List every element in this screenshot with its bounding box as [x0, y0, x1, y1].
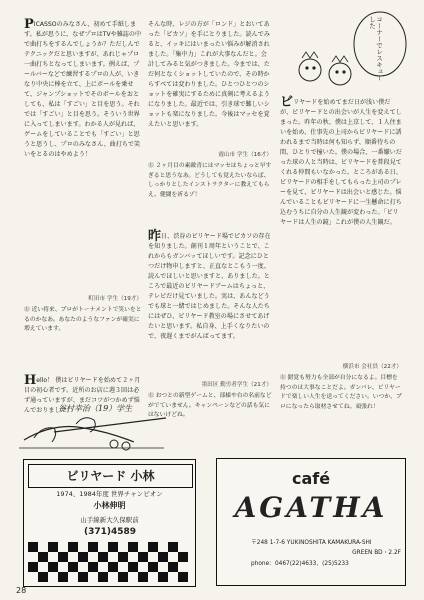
- shop-name: ビリヤード 小林: [28, 464, 193, 488]
- editor-response: ㊨ おつとの新型ゲームと、部様や台の名前などがでていません。キャンペーンなどの話も気にはないけどね。: [148, 393, 272, 418]
- letter-signature: 横浜市 会社員（22才）: [342, 364, 402, 370]
- phone-number: (371)4589: [83, 527, 137, 537]
- letter-signature: 町田市 学生（19才）: [88, 296, 142, 302]
- drop-cap-h: H: [24, 373, 37, 388]
- owner-name: 小林伸明: [93, 501, 126, 510]
- letter-body: ello！ 僕はビリヤードを始めて２ヶ月目の初心者です。近所のお店に週３回は必ず通っていますが、まだコツがつかめず悩んでおりました。: [24, 377, 141, 414]
- letter-signature: 霞山市 学生（16才）: [218, 152, 272, 158]
- checkered-border: [28, 542, 191, 582]
- championship-text: 1974、1984年度 世界チャンピオン: [56, 490, 163, 498]
- letter-body: リヤードを始めてまだ日が浅い僕だが、ビリヤードとの出会いが人生を変えてしまった。昨年の秋、僕は上京して、１人住まいを始め、仕事先の上司からビリヤードに誘われるまで当時は何も知らず、順番待ちの間、ひとりで撞いた。僕の場合、一番嫌いだった球の人と当時は、ビリヤードを普段見てくれる仲間もいなかった。ところがある日、ビリヤードの相手をしてもらった上司のプレーを見て、ビリヤードは出会いと感じた。悩んでいることもビリヤードに一生懸命に打ち込むうちに自分の人生観が変わった。「ビリヤードは人生の鏡」これが僕の人生観だ。: [280, 99, 402, 226]
- letter-body: 日、渋谷のビリヤード場でピカソの存在を知りました。創刊１周年ということで、これからもガンバッてほしいです。記念にひとつだけ物申しますと、正直なとこもう一度、読んでほしいと思いますと、ありました。ところで最近のビリヤードブームはちょっと、テレビだけ見ていました。実は、あんなどうでも球と一緒ではじめました。そんな人たちにはぜひ、ビリヤード教室の場にさせてあげたいと思います。私自身、上手くなりたいので、夜遅くまでがんばってます。: [148, 233, 271, 340]
- letter-signature: 墨田区 勤労者学生（21才）: [201, 382, 272, 388]
- building-text: GREEN BD・2.2F: [352, 550, 401, 556]
- editor-response: ㊨ 錯覚も努力も全部が自分になるよ。目標を持つのは大事なことだよ。ガンバレ、ビリヤードで楽しい人生を送ってください。いつか、プロになったら取材させてね。頑張れ！: [280, 375, 402, 410]
- letter-picasso: [24, 17, 142, 272]
- page-number: 28: [16, 586, 27, 595]
- editor-response: ㊨ ２ヶ月目の素敵青にはマッセはちょっと早すぎると思うなあ。どうしても覚えたいならば、しっかりとしたインストラクターに教えてもらえ。健闘を祈るゾ！: [148, 163, 272, 198]
- address-text: 〒248 1-7-6 YUKINOSHITA KAMAKURA-SHI: [251, 540, 372, 546]
- drop-cap-saku: 昨: [148, 229, 162, 244]
- letter-body: ICASSOのみなさん、初めて手紙します。私が思うに、なぜプロはTVや雑誌の中で曲打ちをするんでしょうか？ただしんでテクニックだと思いますが、あれじゃプロ一曲打ちとなってしまいます。例えば、プールバーなどで練習するプロの人が、いきなり中央に棒を立て、上にボールを乗せて、ジャンプショットでそのボールをおとしても、私は「すごい」と目を思う。それでは「すごい」と目を思う。そういう世界に入ってしまいます。わかる人が見れば、ゲームをしていることでも「すごい」と思うと思うし、プロのみなさん、曲打ちで笑いをとるのはやめよう！: [24, 21, 142, 158]
- letter-shibuya: [148, 222, 272, 382]
- drop-cap-p: P: [24, 17, 34, 32]
- station-text: 山手線新大久保駅前: [80, 516, 139, 524]
- cartoon-heads-illustration: [290, 8, 410, 96]
- drop-cap-b: ビ: [280, 95, 294, 110]
- speech-bubble-text: コーナーでレスキューした: [368, 16, 383, 81]
- handwritten-signature: 谷村幸治（19）学生: [58, 404, 133, 413]
- phone-text: phone：0467(22)4633，(25)5233: [251, 561, 349, 567]
- ad-billiard-kobayashi: [23, 459, 196, 587]
- brand-large: AGATHA: [234, 491, 388, 524]
- ad-cafe-agatha: [216, 458, 406, 586]
- brand-small: café: [291, 469, 331, 488]
- letter-body: そんな時、レジの方が「ロンド」とおいてあった「ピカソ」を手にとりました。読んでみると、イッキにはいまったい悩みが解消されました。「集中力」これが大事なんだと。会計してみると気がつきました。今までは、ただ何となくショットしていたので、その時からすべては変わりました。ひとつひとつのショットを確実にするために真剣に考えるようになりました。最近では、引き球で難しいショットも楽になりました。今後はマッセを覚えたいと思います。: [148, 21, 270, 128]
- editor-response: ㊨ 近い将来、プロがトーナメントで笑いをとるのかなあ。あなたのようなファンが確実に増えています。: [24, 307, 142, 332]
- letter-life: [280, 95, 402, 358]
